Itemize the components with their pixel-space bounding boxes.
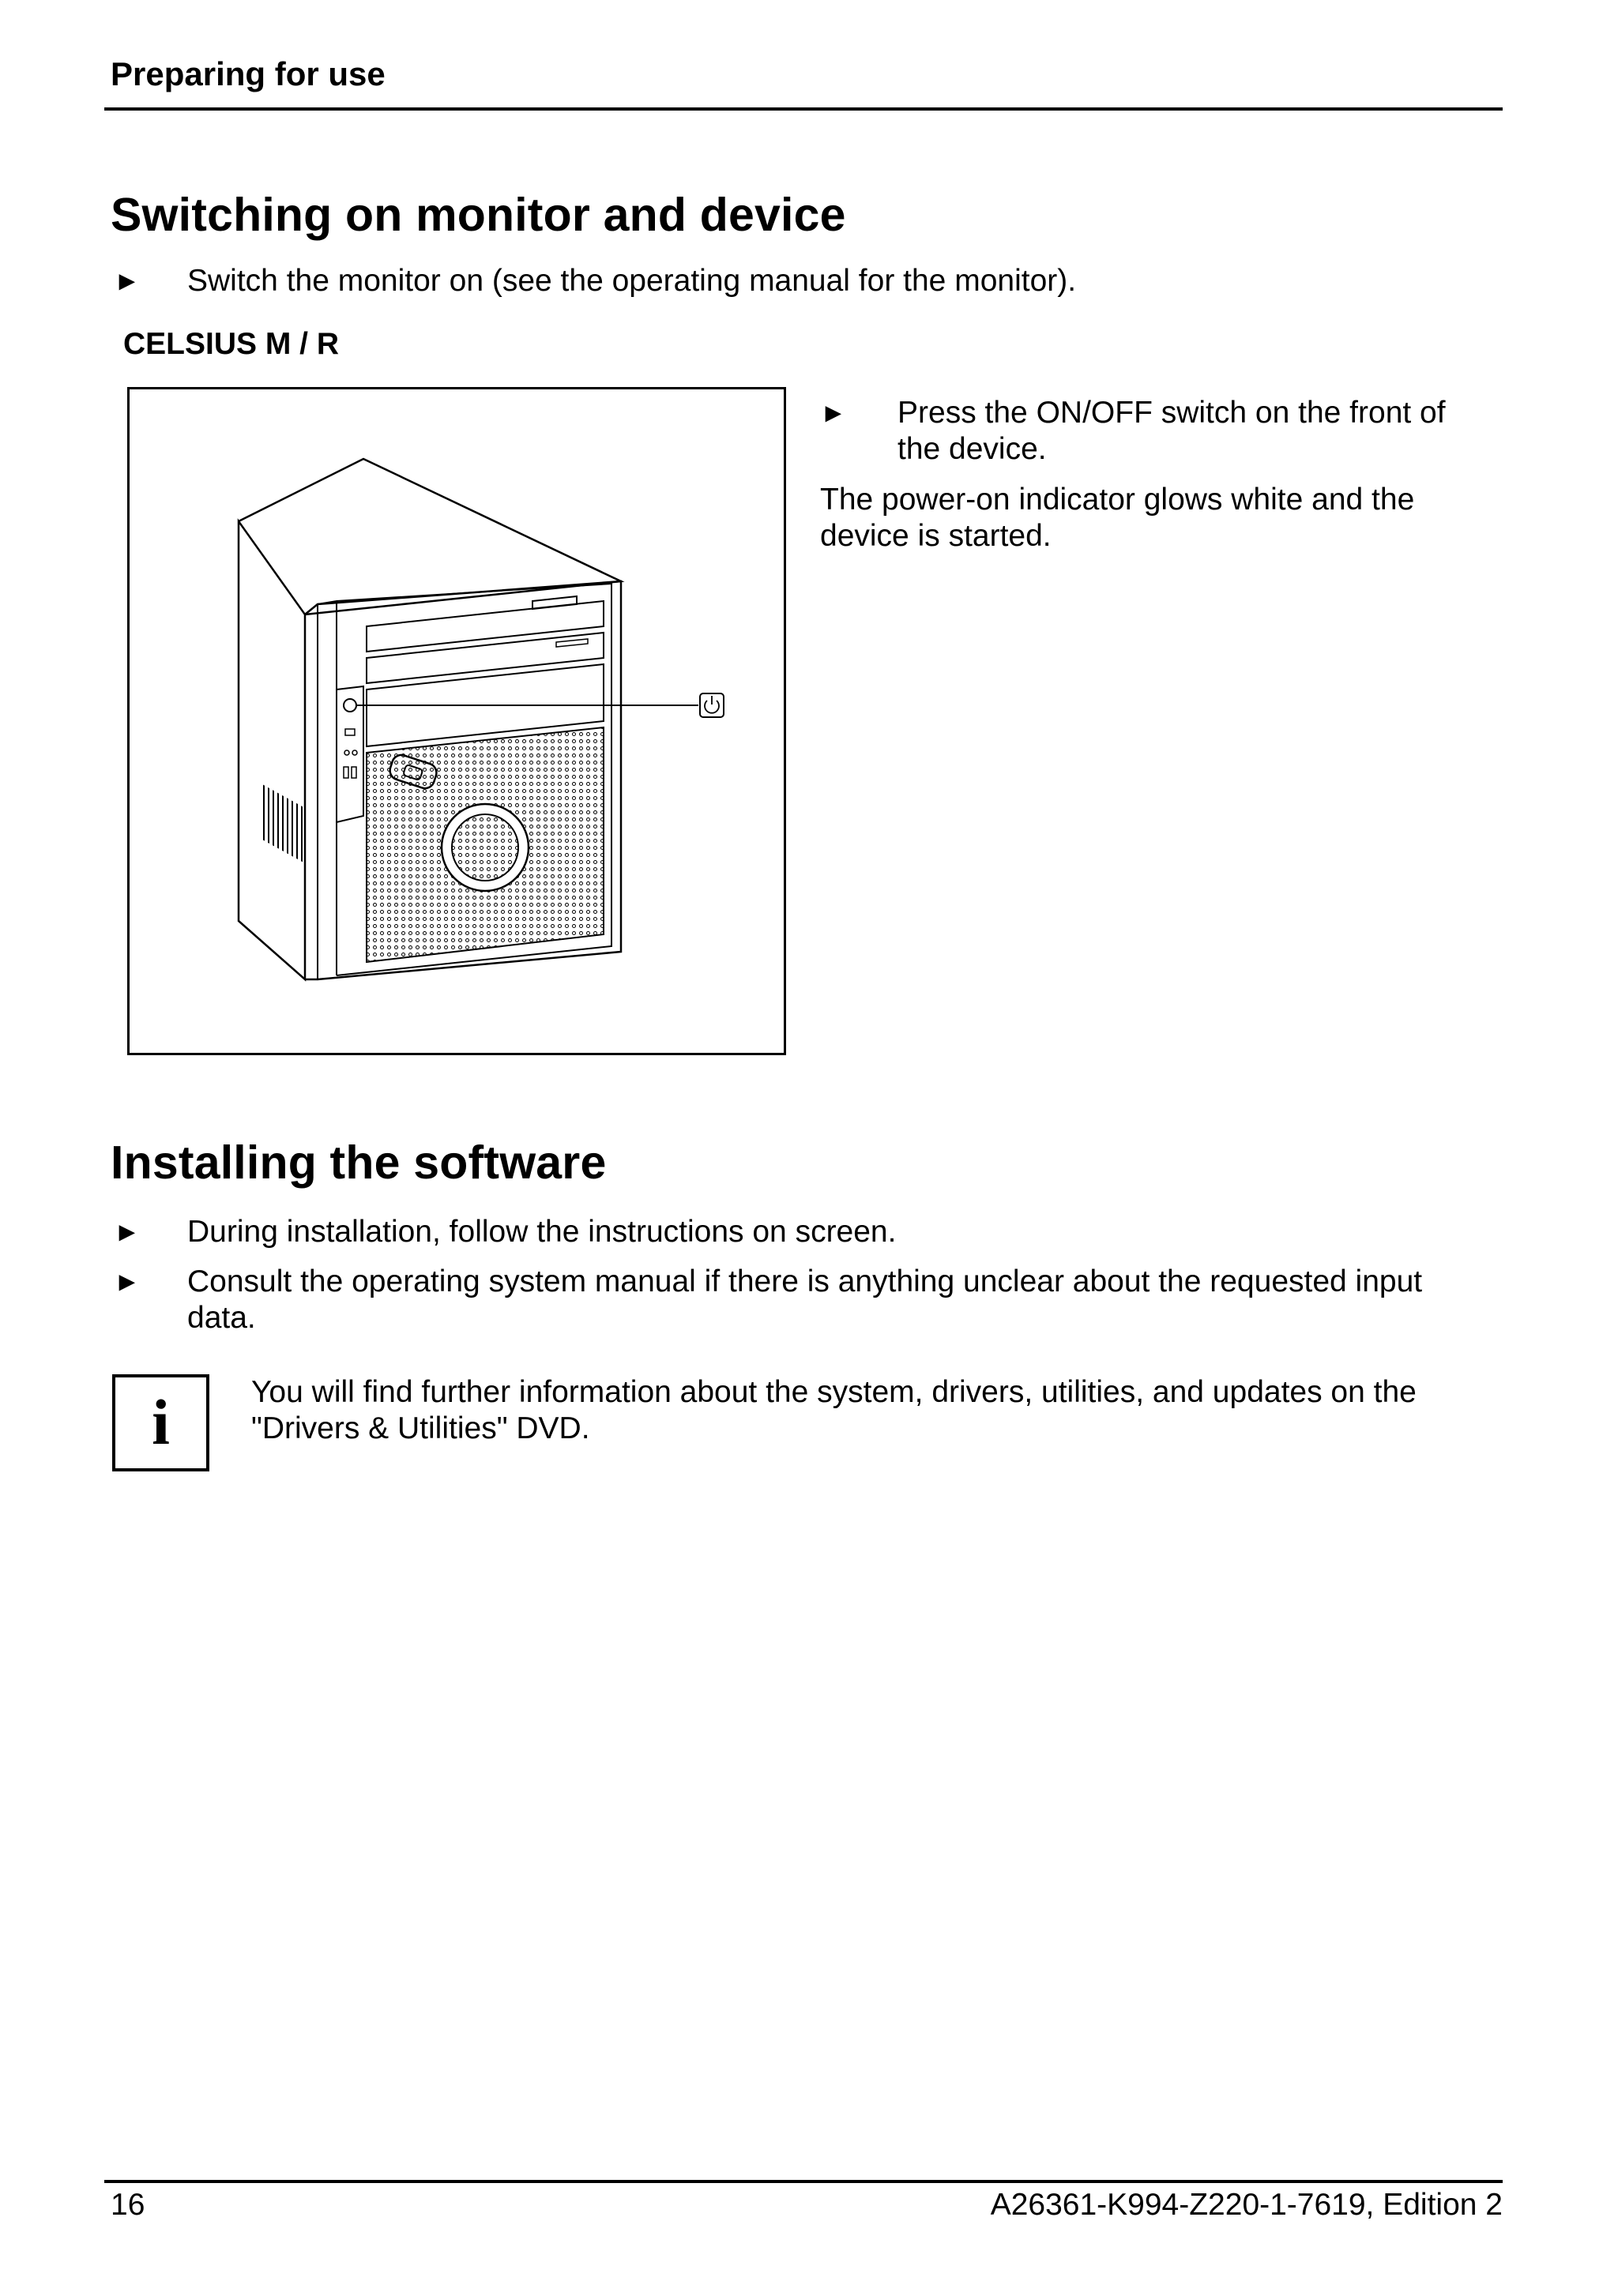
bullet-arrow-icon: ► [114, 266, 141, 296]
info-glyph: i [152, 1386, 170, 1458]
result-line1: The power-on indicator glows white and the [820, 483, 1415, 517]
document-id: A26361-K994-Z220-1-7619, Edition 2 [990, 2188, 1503, 2222]
note-line1: You will find further information about the system, drivers, utilities, and updates on the [251, 1375, 1417, 1409]
step-text-line1: Press the ON/OFF switch on the front of [897, 396, 1446, 430]
step-follow-instructions [114, 1214, 1473, 1253]
result-line2: device is started. [820, 519, 1052, 553]
header-rule [104, 107, 1503, 111]
step-press-power [820, 395, 1484, 474]
footer-rule [104, 2180, 1503, 2183]
model-label: CELSIUS M / R [123, 327, 340, 361]
step-consult-manual [114, 1264, 1504, 1343]
step-text-line2: data. [187, 1301, 256, 1335]
power-on-result [820, 482, 1484, 554]
page-number: 16 [111, 2188, 145, 2222]
step-switch-monitor [114, 263, 1473, 303]
info-note [251, 1374, 1499, 1447]
section-title-switching-on: Switching on monitor and device [111, 189, 846, 241]
info-icon [112, 1374, 209, 1471]
bullet-arrow-icon: ► [114, 1217, 141, 1247]
device-illustration [127, 387, 786, 1055]
section-title-installing-software: Installing the software [111, 1137, 607, 1189]
note-line2: "Drivers & Utilities" DVD. [251, 1411, 590, 1445]
step-text-line2: the device. [897, 432, 1047, 466]
step-text: Switch the monitor on (see the operating manual for the monitor). [187, 264, 1077, 298]
bullet-arrow-icon: ► [114, 1267, 141, 1297]
running-header: Preparing for use [111, 55, 386, 92]
step-text-line1: Consult the operating system manual if there is anything unclear about the requested input [187, 1264, 1423, 1298]
step-text: During installation, follow the instructions on screen. [187, 1215, 897, 1249]
bullet-arrow-icon: ► [820, 398, 847, 428]
